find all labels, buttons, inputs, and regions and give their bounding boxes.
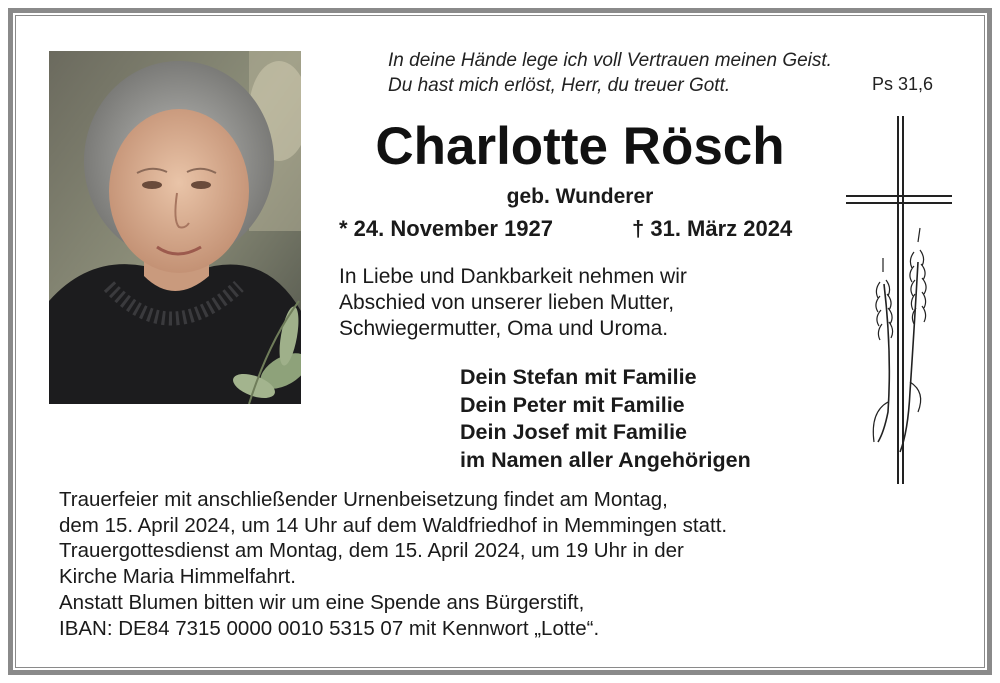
- farewell-text: [339, 264, 819, 342]
- details-line: IBAN: DE84 7315 0000 0010 5315 07 mit Kennwort „Lotte“.: [59, 616, 600, 640]
- mourner-entry: Dein Stefan mit Familie: [460, 365, 697, 389]
- details-line: Anstatt Blumen bitten wir um eine Spende ans Bürgerstift,: [59, 590, 585, 614]
- portrait-image: [49, 51, 301, 404]
- portrait-photo: [49, 51, 301, 404]
- death-date: † 31. März 2024: [632, 216, 793, 241]
- cross-with-wheat-icon: [840, 112, 960, 488]
- mourner-entry: im Namen aller Angehörigen: [460, 447, 751, 472]
- maiden-name: geb. Wunderer: [506, 185, 654, 208]
- farewell-line: Abschied von unserer lieben Mutter,: [339, 291, 675, 314]
- funeral-details: [59, 487, 959, 641]
- bible-verse: [388, 48, 948, 98]
- verse-line-2: Du hast mich erlöst, Herr, du treuer Gott.: [388, 75, 731, 96]
- details-line: Trauerfeier mit anschließender Urnenbeisetzung findet am Montag,: [59, 488, 668, 511]
- farewell-line: In Liebe und Dankbarkeit nehmen wir: [339, 265, 687, 288]
- farewell-line: Schwiegermutter, Oma und Uroma.: [339, 317, 669, 340]
- birth-date: * 24. November 1927: [339, 216, 554, 241]
- mourner-entry: Dein Peter mit Familie: [460, 392, 685, 417]
- verse-reference: Ps 31,6: [872, 74, 934, 94]
- verse-line-1: In deine Hände lege ich voll Vertrauen meinen Geist.: [388, 50, 832, 71]
- mourner-entry: Dein Josef mit Familie: [460, 420, 688, 444]
- details-line: Kirche Maria Himmelfahrt.: [59, 565, 296, 589]
- details-line: Trauergottesdienst am Montag, dem 15. April 2024, um 19 Uhr in der: [59, 539, 684, 563]
- details-line: dem 15. April 2024, um 14 Uhr auf dem Waldfriedhof in Memmingen statt.: [59, 513, 728, 537]
- deceased-name: Charlotte Rösch: [375, 117, 785, 176]
- mourners-list: [460, 364, 751, 474]
